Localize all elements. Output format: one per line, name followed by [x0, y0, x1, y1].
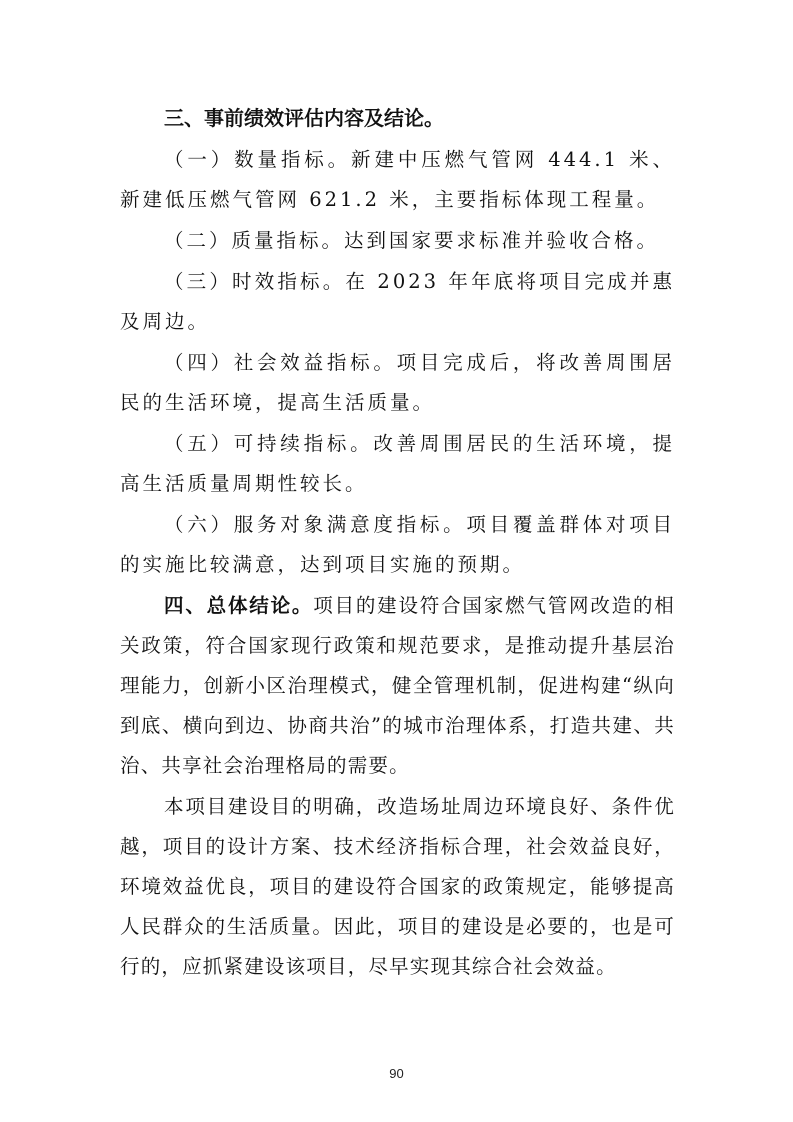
item-timeliness-indicator: （三）时效指标。在 2023 年年底将项目完成并惠及周边。 [120, 270, 675, 333]
item-quality-indicator: （二）质量指标。达到国家要求标准并验收合格。 [164, 229, 660, 252]
overall-conclusion-paragraph [120, 586, 675, 786]
overall-conclusion-heading: 四、总体结论。 [164, 594, 314, 617]
page-content [120, 98, 675, 988]
item-satisfaction-indicator: （六）服务对象满意度指标。项目覆盖群体对项目的实施比较满意，达到项目实施的预期。 [120, 513, 675, 576]
page-number: 90 [389, 1066, 404, 1081]
overall-conclusion-text: 项目的建设符合国家燃气管网改造的相关政策，符合国家现行政策和规范要求，是推动提升基层治理能力，创新小区治理模式，健全管理机制，促进构建“纵向到底、横向到边、协商共治”的城市治理体系，打造共建、共治、共享社会治理格局的需要。 [120, 594, 675, 777]
item-sustainability-indicator: （五）可持续指标。改善周围居民的生活环境，提高生活质量周期性较长。 [120, 432, 675, 495]
item-social-benefit-indicator: （四）社会效益指标。项目完成后，将改善周围居民的生活环境，提高生活质量。 [120, 351, 675, 414]
item-quantity-indicator: （一）数量指标。新建中压燃气管网 444.1 米、新建低压燃气管网 621.2 米，主要指标体现工程量。 [120, 148, 675, 211]
closing-paragraph: 本项目建设目的明确，改造场址周边环境良好、条件优越，项目的设计方案、技术经济指标合理，社会效益良好，环境效益优良，项目的建设符合国家的政策规定，能够提高人民群众的生活质量。因此，项目的建设是必要的，也是可行的，应抓紧建设该项目，尽早实现其综合社会效益。 [120, 795, 675, 978]
section-heading: 三、事前绩效评估内容及结论。 [164, 106, 444, 130]
